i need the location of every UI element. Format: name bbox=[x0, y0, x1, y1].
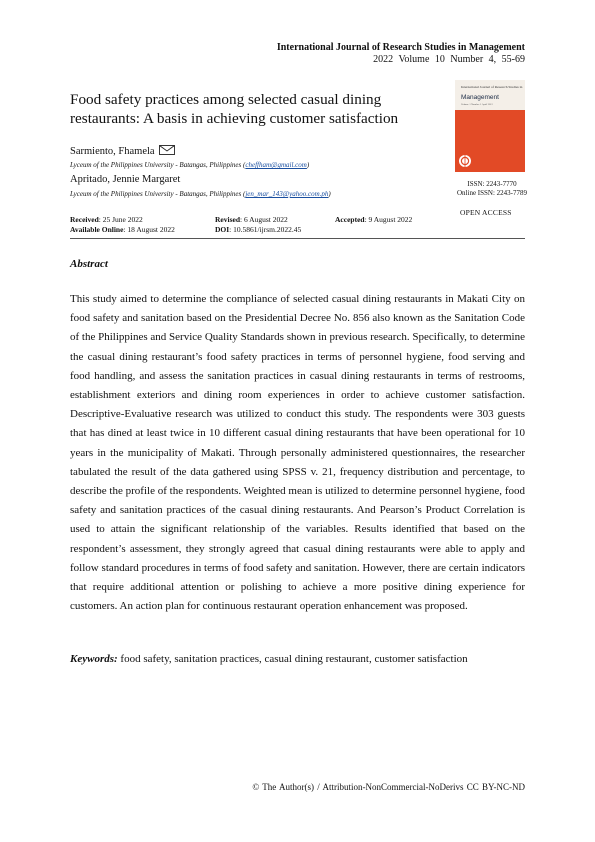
license-footer: © The Author(s) / Attribution-NonCommercial-NoDerivs CC BY-NC-ND bbox=[252, 782, 525, 792]
issn-print: ISSN: 2243-7770 bbox=[467, 180, 517, 188]
keywords bbox=[70, 653, 525, 665]
affiliation-text: Lyceum of the Philippines University - Batangas, Philippines ( bbox=[70, 190, 246, 198]
received-date: Received: 25 June 2022 bbox=[70, 215, 143, 224]
cover-volume: Volume 1 Number 1 April 2012 bbox=[461, 103, 493, 106]
journal-issue: 2022 Volume 10 Number 4, 55-69 bbox=[373, 54, 525, 65]
available-online-date: Available Online: 18 August 2022 bbox=[70, 225, 175, 234]
author-2-email-link[interactable]: jen_mar_143@yahoo.com.ph bbox=[245, 190, 329, 198]
author-1-affiliation bbox=[70, 161, 309, 169]
author-name: Apritado, Jennie Margaret bbox=[70, 174, 181, 185]
doi[interactable]: DOI: 10.5861/ijrsm.2022.45 bbox=[215, 225, 302, 234]
article-dates bbox=[70, 215, 530, 235]
article-title: Food safety practices among selected casual dining restaurants: A basis in achieving customer satisfaction bbox=[70, 91, 399, 127]
keywords-value: food safety, sanitation practices, casual dining restaurant, customer satisfaction bbox=[117, 653, 468, 665]
affiliation-text: Lyceum of the Philippines University - Batangas, Philippines ( bbox=[70, 161, 246, 169]
author-1-email-link[interactable]: cheffham@gmail.com bbox=[245, 161, 307, 169]
affiliation-close: ) bbox=[328, 190, 331, 198]
author-name: Sarmiento, Fhamela bbox=[70, 146, 155, 157]
journal-cover-image bbox=[455, 80, 525, 172]
accepted-date: Accepted: 9 August 2022 bbox=[335, 215, 413, 224]
revised-date: Revised: 6 August 2022 bbox=[215, 215, 288, 224]
cover-title: Management bbox=[461, 94, 499, 101]
journal-name: International Journal of Research Studies in Management bbox=[276, 42, 525, 53]
header-divider bbox=[70, 238, 525, 239]
abstract-body: This study aimed to determine the compliance of selected casual dining restaurants in Makati City on food safety and sanitation based on the Presidential Decree No. 856 also known as the Sanitation Code of the Philippines and Service Quality Standards shown in previous research. Specifically, to determine the casual dining restaurant’s food safety practices in terms of personnel hygiene, food serving and food handling, and assess the sanitation practices in casual dining restaurants in terms of restrooms, establishment exteriors and dining room experiences in order to achieve customer satisfaction. Descriptive-Evaluative research was utilized to conduct this study. The respondents were 303 guests that has dined at least twice in 10 different casual dining restaurants that have been operational for 10 years in the municipality of Makati. Through personally administered questionnaires, the researcher tabulated the result of the data gathered using SPSS v. 21, frequency distribution and percentage, to describe the profile of the respondents. Weighted mean is utilized to determine personnel hygiene, food safety and sanitation practices of the casual dining restaurants. And Pearson’s Product Correlation is used to attain the significant relationship of the variables. Results identified that based on the respondent’s assessment, they strongly agreed that casual dining restaurants were able to apply and follow standard procedures in terms of food safety and sanitation. However, there are certain indicators that require additional attention or polishing to achieve a more positive dining experience for customers. An action plan for continuous restaurant operation enhancement was proposed. bbox=[70, 293, 525, 613]
issn-online: Online ISSN: 2243-7789 bbox=[457, 189, 527, 197]
issn-block bbox=[447, 180, 537, 198]
open-access-label: OPEN ACCESS bbox=[460, 208, 512, 217]
cover-logo-icon bbox=[458, 154, 472, 172]
author-2 bbox=[70, 174, 180, 185]
envelope-icon[interactable] bbox=[159, 145, 175, 158]
affiliation-close: ) bbox=[306, 161, 310, 169]
author-2-affiliation bbox=[70, 190, 331, 198]
abstract-heading: Abstract bbox=[70, 258, 108, 270]
keywords-label: Keywords: bbox=[70, 653, 118, 665]
author-1 bbox=[70, 145, 175, 158]
cover-small-text: International Journal of Research Studies in bbox=[461, 85, 523, 89]
